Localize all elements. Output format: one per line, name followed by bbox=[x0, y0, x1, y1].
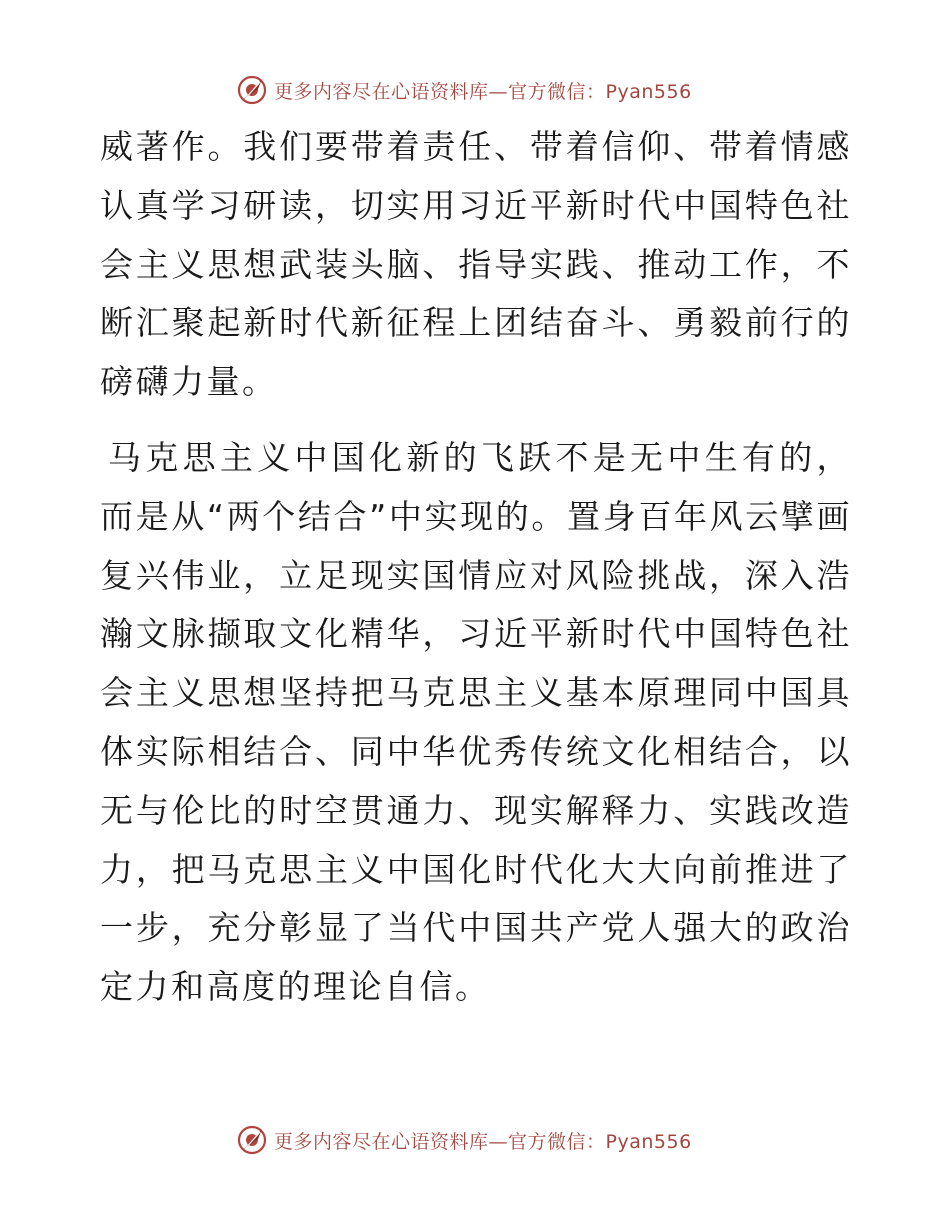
paragraph-2: 马克思主义中国化新的飞跃不是无中生有的，而是从“两个结合”中实现的。置身百年风云擘画复兴伟业，立足现实国情应对风险挑战，深入浩瀚文脉撷取文化精华，习近平新时代中国特色社会主义思想坚持把马克思主义基本原理同中国具体实际相结合、同中华优秀传统文化相结合，以无与伦比的时空贯通力、现实解释力、实践改造力，把马克思主义中国化时代化大大向前推进了一步，充分彰显了当代中国共产党人强大的政治定力和高度的理论自信。 bbox=[100, 437, 852, 1007]
watermark-text bbox=[274, 1127, 692, 1154]
watermark-brand: 更多内容尽在心语资料库 bbox=[274, 1130, 489, 1153]
quill-logo-icon bbox=[236, 1124, 268, 1156]
watermark-text bbox=[274, 77, 692, 104]
watermark-handle: Pyan556 bbox=[605, 1130, 692, 1153]
footer-watermark bbox=[236, 1120, 756, 1160]
header-watermark bbox=[236, 70, 756, 110]
watermark-handle: Pyan556 bbox=[605, 80, 692, 103]
paragraph-1: 威著作。我们要带着责任、带着信仰、带着情感认真学习研读，切实用习近平新时代中国特色社会主义思想武装头脑、指导实践、推动工作，不断汇聚起新时代新征程上团结奋斗、勇毅前行的磅礴力量。 bbox=[100, 127, 852, 402]
document-body bbox=[100, 118, 852, 1017]
watermark-brand: 更多内容尽在心语资料库 bbox=[274, 80, 489, 103]
quill-logo-icon bbox=[236, 74, 268, 106]
watermark-separator: —官方微信： bbox=[488, 1130, 606, 1153]
watermark-separator: —官方微信： bbox=[488, 80, 606, 103]
